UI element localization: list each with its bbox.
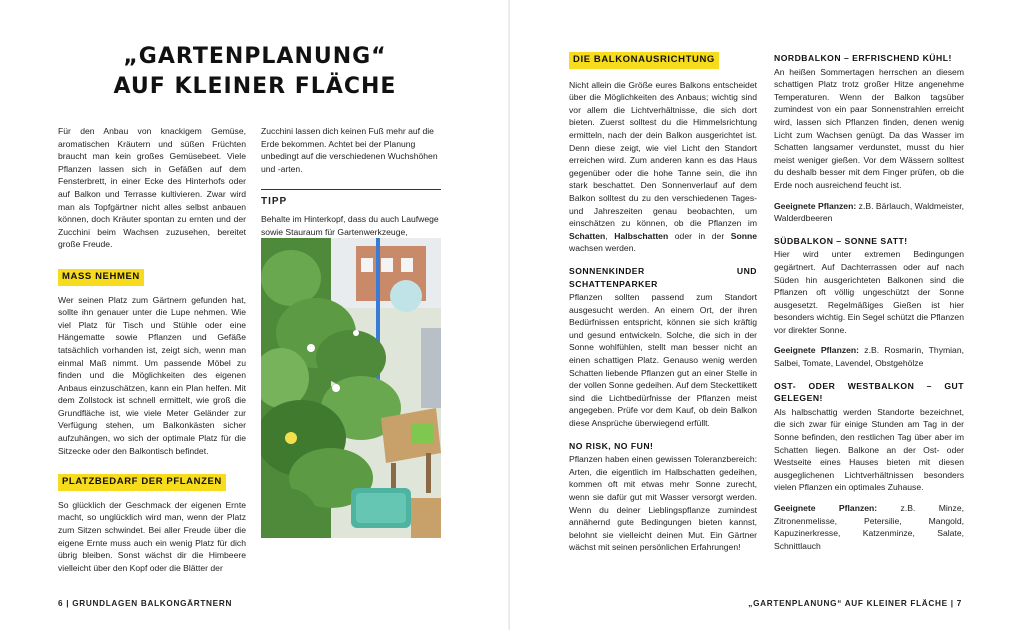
ost-westbalkon-plants-list: z.B. Minze, Zitronenmelisse, Petersilie, Mangold, Kapuzinerkresse, Katzenminze, Salate, Schnittlauch bbox=[774, 503, 965, 551]
footer-left: 6 | GRUNDLAGEN BALKONGÄRTNERN bbox=[58, 599, 233, 608]
balkonausrichtung-text-a: Nicht allein die Größe eures Balkons entscheidet über die Möglichkeiten des Anbaus; wichtig sind vor allem die Lichtverhältnisse, die sich dort bieten. Zuerst solltest du die Himmelsrichtung ermitteln, nach der dein Balkon ausgerichtet ist. Denn diese zeigt, wie viel Licht den Standort erreichen wird. Zum anderen kann es das Haus gegenüber oder die hohe Tanne sein, die ihn stark beschattet. Den Sonnenverlauf auf dem Balkon solltest du zu den verschiedenen Tages- und Jahreszeiten genau beobachten, um einschätzen zu können, ob die Pflanzen im bbox=[569, 79, 757, 229]
page-title-line1: „GARTENPLANUNG“ bbox=[123, 44, 387, 69]
subheading-sonnenkinder: SONNENKINDER UND SCHATTENPARKER bbox=[569, 265, 757, 289]
left-column bbox=[58, 125, 246, 574]
suedbalkon-paragraph: Hier wird unter extremen Bedingungen gegärtnert. Auf Dachterrassen oder auf nach Süden hin ausgerichteten Balkonen sind die Pflanzen oft völlig ungeschützt der Sonne ausgesetzt. Regelmäßiges Gießen ist hier besonders wichtig. Ein Segel schützt die Pflanzen vor direkter Sonne. bbox=[774, 249, 964, 335]
subheading-nordbalkon: NORDBALKON – ERFRISCHEND KÜHL! bbox=[774, 53, 952, 63]
tip-label: TIPP bbox=[261, 196, 288, 208]
keyword-schatten: Schatten bbox=[569, 230, 606, 241]
ost-westbalkon-paragraph: Als halbschattig werden Standorte bezeichnet, die sich zwar für einige Stunden am Tag in der Sonne befinden, den restlichen Tag über aber im Schatten liegen. Balkone an der Ost- oder Westseite eines Hauses bieten mit diesen ausgeglichenen Lichtverhältnissen besonders vielen Pflanzen ein optimales Zuhause. bbox=[774, 406, 964, 493]
page-title bbox=[90, 42, 420, 102]
middle-column bbox=[261, 125, 451, 251]
section-heading-platzbedarf: PLATZBEDARF DER PFLANZEN bbox=[58, 474, 226, 491]
tip-divider bbox=[261, 189, 441, 190]
suedbalkon-plants-list: z.B. Rosmarin, Thymian, Salbei, Tomate, Lavendel, Obstgehölze bbox=[774, 345, 965, 369]
right-column-1 bbox=[569, 52, 757, 554]
section-heading-mass-nehmen: MASS NEHMEN bbox=[58, 269, 144, 286]
nordbalkon-plants-list: z.B. Bärlauch, Waldmeister, Walderdbeeren bbox=[774, 200, 964, 224]
balkonausrichtung-text-e: wachsen werden. bbox=[569, 243, 636, 254]
balkonausrichtung-paragraph bbox=[569, 79, 757, 255]
sonnenkinder-paragraph: Pflanzen sollten passend zum Standort ausgesucht werden. An einem Ort, der ihren Bedürfnissen entspricht, können sie sich kräftig und gesund entwickeln. Solche, die sich in der Sonne wohlfühlen, stellt man besser nicht an einen schattigen Platz. Genauso wenig werden Schatten liebende Pflanzen gut an einer Stelle in der vollen Sonne gedeihen. Auf dem Steckettikett sind die Lichtbedürfnisse der Pflanzen meist angegeben. Prüfe vor dem Kauf, ob dein Balkon diese Ansprüche überwiegend erfüllt. bbox=[569, 292, 757, 429]
right-page bbox=[510, 0, 1020, 630]
balcony-garden-photo bbox=[261, 238, 441, 538]
tip-text: Behalte im Hinterkopf, dass du auch Laufwege sowie Stauraum für Gartenwerkzeuge, bbox=[261, 213, 439, 237]
right-column-2 bbox=[774, 52, 964, 552]
plants-label: Geeignete Pflanzen: bbox=[774, 200, 857, 211]
ost-westbalkon-plants bbox=[774, 502, 964, 552]
subheading-suedbalkon: SÜDBALKON – SONNE SATT! bbox=[774, 235, 908, 246]
balkonausrichtung-text-c: , bbox=[605, 230, 615, 241]
page-title-line2: AUF KLEINER FLÄCHE bbox=[113, 74, 397, 99]
mass-nehmen-paragraph: Wer seinen Platz zum Gärtnern gefunden hat, sollte ihn genauer unter die Lupe nehmen. Wie viel Platz für Tisch und Stühle oder eine Hängematte sowie Pflanzen und Gefäße tatsächlich vorhanden ist, zeigt sich, wenn man einmal Maß nimmt. Um passende Möbel zu finden und die Möglichkeiten des eigenen Anbaus einzuschätzen, kann ein Plan helfen. Mit dem Zollstock ist schnell ermittelt, wie groß die Grundfläche ist, wie viele Meter Geländer zur Verfügung stehen, um Balkonkästen sicher aufzuhängen, wo sich der optimale Platz für die Sitzecke oder den Balkontisch befindet. bbox=[58, 294, 246, 456]
section-heading-balkonausrichtung: DIE BALKONAUSRICHTUNG bbox=[569, 52, 719, 69]
platzbedarf-paragraph: So glücklich der Geschmack der eigenen Ernte macht, so unglücklich wird man, wenn der Platz zum Sitzen schwindet. Bei aller Freude über die eigene Ernte muss auch ein wenig Platz für dich übrig bleiben. Sonst wächst dir die Himbeere vielleicht über den Kopf oder die Blätter der bbox=[58, 499, 246, 573]
subheading-no-risk: NO RISK, NO FUN! bbox=[569, 440, 654, 451]
balkonausrichtung-text-d: oder in der bbox=[668, 230, 731, 241]
nordbalkon-paragraph: An heißen Sommertagen herrschen an diesem schattigen Platz trotz großer Hitze angenehme Temperaturen. Wenn der Balkon tagsüber zumindest von ein paar Sonnenstrahlen erreicht wird, lassen sich Pflanzen finden, denen wenig Licht zum Wachsen genügt. Da das Wasser im Schatten langsamer verdunstet, musst du hier meist weniger gießen. Vor dem Wässern solltest du deshalb besser mit dem Finger prüfen, ob die Erde noch ausreichend feucht ist. bbox=[774, 66, 964, 190]
plants-label: Geeignete Pflanzen: bbox=[774, 503, 878, 513]
intro-paragraph: Für den Anbau von knackigem Gemüse, aromatischen Kräutern und süßen Früchten braucht man kein großes Gemüsebeet. Viele Pflanzen lassen sich in Gefäßen auf dem Fensterbrett, in einer Ecke des Hinterhofs oder auf Balkon und Terrasse kultivieren. Zwar wird man als Topfgärtner nicht alles selbst anbauen können, doch Kräuter spontan zu ernten und der Zucchini beim Wachsen zuzusehen, bereitet große Freude. bbox=[58, 126, 246, 250]
subheading-ost-westbalkon: OST- ODER WESTBALKON – GUT GELEGEN! bbox=[774, 380, 964, 404]
balcony-garden-illustration bbox=[261, 238, 441, 538]
no-risk-paragraph: Pflanzen haben einen gewissen Toleranzbereich: Arten, die eigentlich im Halbschatten gedeihen, kommen oft mit etwas mehr Sonne zurecht, wenn sie dafür gut mit Wasser versorgt werden. Wenn du deiner Lieblingspflanze zumindest annähernd gute Bedingungen bieten kannst, belohnt sie vielleicht deinen Mut. Ein Gärtner wächst mit seinen persönlichen Erfahrungen! bbox=[569, 454, 757, 553]
plants-label: Geeignete Pflanzen: bbox=[774, 345, 860, 356]
nordbalkon-plants bbox=[774, 200, 964, 225]
suedbalkon-plants bbox=[774, 344, 964, 369]
keyword-sonne: Sonne bbox=[730, 230, 757, 241]
keyword-halbschatten: Halbschatten bbox=[614, 230, 669, 241]
footer-right: „GARTENPLANUNG“ AUF KLEINER FLÄCHE | 7 bbox=[748, 599, 962, 608]
zucchini-paragraph: Zucchini lassen dich keinen Fuß mehr auf die Erde bekommen. Achtet bei der Planung unbedingt auf die verschiedenen Wuchshöhen und -arten. bbox=[261, 126, 438, 174]
